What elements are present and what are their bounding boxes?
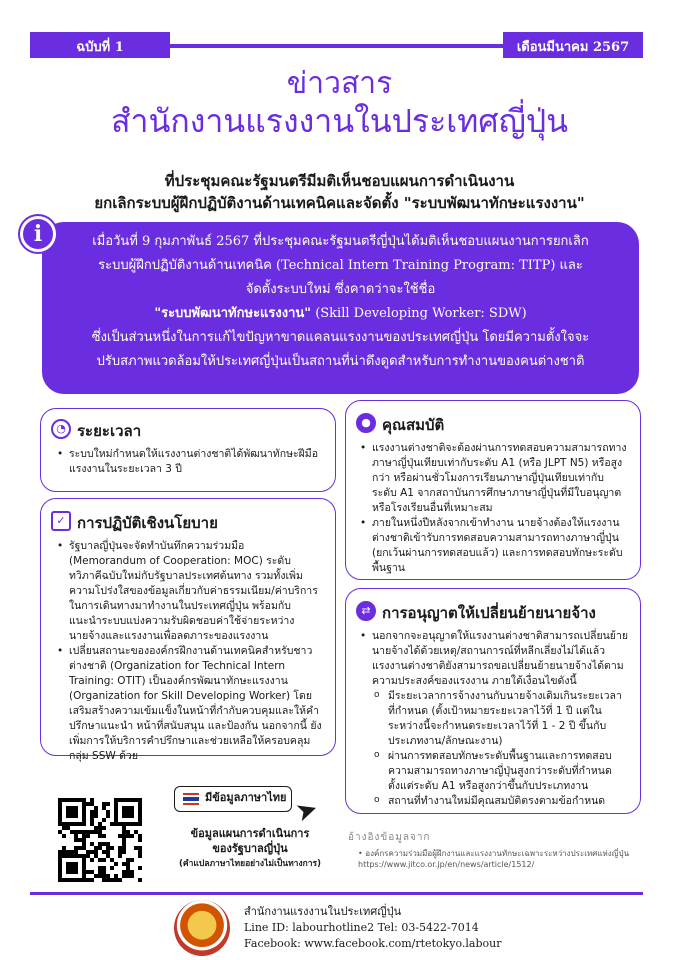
qr-module	[90, 858, 94, 862]
qr-module	[122, 850, 126, 854]
job-change-condition: o ผ่านการทดสอบทักษะระดับพื้นฐานและการทดสอบความสามารถทางภาษาญี่ปุ่นสูงกว่าระดับที่กำหนดตั้งแต่ระดับ A1 หรือสูงกว่าขึ้นกับประเภทงาน	[358, 749, 628, 794]
info-line-6: ปรับสภาพแวดล้อมให้ประเทศญี่ปุ่นเป็นสถานที่น่าดึงดูดสำหรับการทำงานของคนต่างชาติ	[96, 354, 585, 369]
job-change-condition: o สถานที่ทำงานใหม่มีคุณสมบัติตรงตามข้อกำหนด	[358, 794, 628, 809]
footer-contact: Line ID: labourhotline2 Tel: 03-5422-7014	[244, 921, 479, 934]
policy-card	[40, 498, 336, 762]
headline	[40, 170, 639, 214]
policy-item: • เปลี่ยนสถานะขององค์กรฝึกงานด้านเทคนิคสำหรับชาวต่างชาติ (Organization for Technical Intern Training: OTIT) เป็นองค์กรพัฒนาทักษะแรงงาน (Organization for Skill Developing Worker) โดยเสริมสร้างความเข้มแข็งในหน้าที่กำกับควบคุมและให้คำปรึกษาแนะนำ หน้าที่สนับสนุน และป้องกัน นอกจากนี้ ยังเพิ่มการให้บริการคำปรึกษาและช่วยเหลือให้ครอบคลุมกลุ่ม SSW ด้วย	[55, 644, 323, 764]
qr-module	[138, 866, 142, 870]
job-change-card	[345, 588, 641, 814]
qr-module	[74, 870, 78, 874]
qualification-title: คุณสมบัติ	[382, 416, 445, 434]
plan-note: (คำแปลภาษาไทยอย่างไม่เป็นทางการ)	[179, 859, 321, 869]
policy-item: • รัฐบาลญี่ปุ่นจะจัดทำบันทึกความร่วมมือ (Memorandum of Cooperation: MOC) ระดับทวิภาคีฉบับใหม่กับรัฐบาลประเทศต้นทาง รวมทั้งเพิ่มความโปร่งใสของข้อมูลเกี่ยวกับค่าธรรมเนียม/ค่าบริการในการเดินทางมาทำงานในประเทศญี่ปุ่น พร้อมกับแนะนำระบบแบ่งความรับผิดชอบค่าใช้จ่ายระหว่างนายจ้างและแรงงานเพื่อลดภาระของแรงงาน	[55, 539, 323, 644]
qr-module	[130, 874, 134, 878]
thai-language-label: มีข้อมูลภาษาไทย	[205, 791, 287, 804]
qr-module	[94, 814, 98, 818]
qr-module	[62, 834, 66, 838]
plan-link-text[interactable]	[160, 826, 340, 856]
qr-module	[118, 854, 122, 858]
headline-line-1: ที่ประชุมคณะรัฐมนตรีมีมติเห็นชอบแผนการดำเนินงาน	[164, 172, 515, 190]
qualification-item: • แรงงานต่างชาติจะต้องผ่านการทดสอบความสามารถทางภาษาญี่ปุ่นเทียบเท่ากับระดับ A1 (หรือ JLPT N5) หรือสูงกว่า หรือผ่านชั่วโมงการเรียนภาษาญี่ปุ่นเทียบเท่ากับระดับ A1 จากสถาบันการศึกษาภาษาญี่ปุ่นที่มีใบอนุญาตหรือโรงเรียนอื่นที่เหมาะสม	[358, 441, 628, 516]
newsletter-title: ข่าวสาร	[286, 66, 393, 101]
qr-module	[102, 818, 106, 822]
job-change-condition: o มีระยะเวลาการจ้างงานกับนายจ้างเดิมเกินระยะเวลาที่กำหนด (ตั้งเป้าหมายระยะเวลาไว้ที่ 1 ปี แต่ในระหว่างนี้จะกำหนดระยะเวลาไว้ที่ 1 - 2 ปี ขึ้นกับประเภทงาน/ลักษณะงาน)	[358, 689, 628, 749]
qualification-item: • ภายในหนึ่งปีหลังจากเข้าทำงาน นายจ้างต้องให้แรงงานต่างชาติเข้ารับการทดสอบความสามารถทางภาษาญี่ปุ่น (ยกเว้นผ่านการทดสอบแล้ว) และการทดสอบทักษะระดับพื้นฐาน	[358, 516, 628, 576]
swap-icon: ⇄	[356, 601, 376, 621]
sdw-name: "ระบบพัฒนาทักษะแรงงาน"	[154, 306, 312, 321]
reference-title: อ้างอิงข้อมูลจาก	[348, 832, 431, 843]
qr-module	[106, 802, 110, 806]
qr-module	[86, 834, 90, 838]
qr-module	[82, 822, 86, 826]
reference-source: องค์กรความร่วมมือผู้ฝึกงานและแรงงานทักษะเฉพาะระหว่างประเทศแห่งญี่ปุ่น https://www.jitco.or.jp/en/news/article/1512/	[358, 849, 630, 869]
qr-module	[130, 834, 134, 838]
footer-org: สำนักงานแรงงานในประเทศญี่ปุ่น	[244, 905, 402, 918]
qr-module	[138, 822, 142, 826]
ministry-seal-logo	[174, 900, 230, 956]
issue-date: เดือนมีนาคม 2567	[516, 40, 630, 55]
plan-line-2: ของรัฐบาลญี่ปุ่น	[212, 842, 288, 855]
reference-text[interactable]: • องค์กรความร่วมมือผู้ฝึกงานและแรงงานทักษะเฉพาะระหว่างประเทศแห่งญี่ปุ่น https://www.jitco.or.jp/en/news/article/1512/	[358, 849, 630, 869]
headline-line-2: ยกเลิกระบบผู้ฝึกปฏิบัติงานด้านเทคนิคและจัดตั้ง "ระบบพัฒนาทักษะแรงงาน"	[94, 194, 585, 212]
sdw-english: (Skill Developing Worker: SDW)	[311, 306, 527, 321]
job-change-item: • นอกจากจะอนุญาตให้แรงงานต่างชาติสามารถเปลี่ยนย้ายนายจ้างได้ด้วยเหตุ/สถานการณ์ที่หลีกเลี่ยงไม่ได้แล้ว แรงงานต่างชาติยังสามารถขอเปลี่ยนย้ายนายจ้างได้ตามความประสงค์ของแรงงาน ภายใต้เงื่อนไขดังนี้	[358, 629, 628, 689]
duration-card	[40, 408, 336, 492]
thai-flag-icon	[183, 793, 199, 805]
checkbox-icon: ✓	[51, 511, 71, 531]
qualification-card	[345, 400, 641, 580]
duration-title: ระยะเวลา	[77, 422, 142, 440]
info-box	[42, 222, 639, 394]
footer	[244, 904, 502, 952]
qr-module	[102, 858, 106, 862]
thai-language-button[interactable]	[174, 786, 292, 812]
qr-module	[130, 858, 134, 862]
qr-module	[110, 866, 114, 870]
policy-title: การปฏิบัติเชิงนโยบาย	[77, 514, 218, 532]
qr-code[interactable]	[58, 798, 142, 882]
qr-module	[90, 878, 94, 882]
info-icon: i	[20, 216, 56, 252]
info-line-5: ซึ่งเป็นส่วนหนึ่งในการแก้ไขปัญหาขาดแคลนแรงงานของประเทศญี่ปุ่น โดยมีความตั้งใจจะ	[91, 330, 590, 345]
info-line-4	[54, 302, 627, 326]
person-icon: ●	[356, 413, 376, 433]
qr-module	[138, 838, 142, 842]
clock-icon: ◔	[51, 419, 71, 439]
issue-number: ฉบับที่ 1	[76, 40, 124, 55]
qr-module	[130, 814, 134, 818]
duration-item: • ระบบใหม่กำหนดให้แรงงานต่างชาติได้พัฒนาทักษะฝีมือแรงงานในระยะเวลา 3 ปี	[55, 447, 321, 477]
cursor-icon: ➤	[291, 793, 322, 829]
qr-module	[114, 862, 118, 866]
info-line-2: ระบบผู้ฝึกปฏิบัติงานด้านเทคนิค (Technical Intern Training Program: TITP) และ	[98, 258, 583, 273]
job-change-title: การอนุญาตให้เปลี่ยนย้ายนายจ้าง	[382, 604, 596, 622]
office-title: สำนักงานแรงงานในประเทศญี่ปุ่น	[110, 102, 569, 140]
qr-module	[74, 814, 78, 818]
qr-module	[102, 826, 106, 830]
qr-module	[106, 814, 110, 818]
qr-module	[110, 846, 114, 850]
info-line-3: จัดตั้งระบบใหม่ ซึ่งคาดว่าจะใช้ชื่อ	[245, 282, 436, 297]
qr-module	[138, 854, 142, 858]
qr-module	[102, 834, 106, 838]
bottom-divider	[30, 892, 643, 895]
plan-line-1: ข้อมูลแผนการดำเนินการ	[190, 827, 310, 840]
qr-module	[138, 878, 142, 882]
qr-module	[118, 878, 122, 882]
info-line-1: เมื่อวันที่ 9 กุมภาพันธ์ 2567 ที่ประชุมคณะรัฐมนตรีญี่ปุ่นได้มติเห็นชอบแผนงานการยกเลิก	[92, 234, 589, 249]
footer-facebook[interactable]: Facebook: www.facebook.com/rtetokyo.labour	[244, 937, 502, 950]
